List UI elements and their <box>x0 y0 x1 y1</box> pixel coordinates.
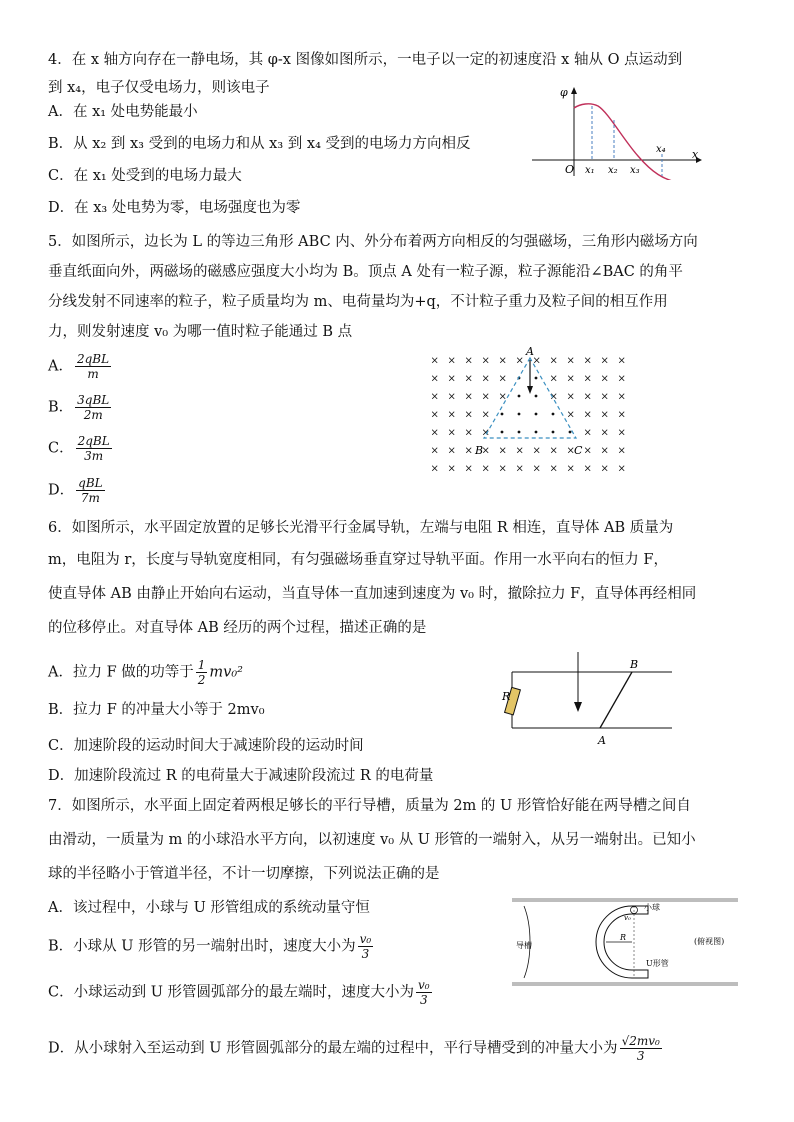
field-cross: × <box>481 409 490 421</box>
q5-option-a: A． $\frac{\text{2qBL}}{m}$ <box>48 352 110 381</box>
field-cross: × <box>549 355 558 367</box>
radius-label: R <box>620 933 627 942</box>
field-dot <box>535 431 538 434</box>
q4-option-b: B．从 x₂ 到 x₃ 受到的电场力和从 x₃ 到 x₄ 受到的电场力方向相反 <box>48 136 471 152</box>
point-b-label: B <box>630 658 639 671</box>
conductor-ab <box>600 672 632 728</box>
q5-stem-line3: 分线发射不同速率的粒子，粒子质量均为 m、电荷量均为+q，不计粒子重力及粒子间的相互作用 <box>48 294 668 310</box>
upper-groove <box>512 898 738 902</box>
q7-stem-line2: 由滑动，一质量为 m 的小球沿水平方向，以初速度 v₀ 从 U 形管的一端射入，从另一端射出。已知小 <box>48 832 696 848</box>
field-cross: × <box>600 355 609 367</box>
field-arrow-icon <box>574 702 582 712</box>
q7-u-tube-top-view <box>508 896 744 992</box>
q4-option-c: C．在 x₁ 处受到的电场力最大 <box>48 168 242 184</box>
q6-option-a: A．拉力 F 做的功等于 $\frac{1}{2}$ mv₀² <box>48 658 243 687</box>
field-cross: × <box>481 355 490 367</box>
x-label: x <box>692 148 699 161</box>
x1-label: x₁ <box>585 165 595 176</box>
field-cross: × <box>617 409 626 421</box>
q6-option-c: C．加速阶段的运动时间大于减速阶段的运动时间 <box>48 738 364 754</box>
field-cross: × <box>583 427 592 439</box>
field-cross: × <box>583 409 592 421</box>
field-dot <box>552 431 555 434</box>
view-label: (俯视图) <box>694 937 725 946</box>
field-cross: × <box>583 355 592 367</box>
field-cross: × <box>617 391 626 403</box>
q4-stem-line2: 到 x₄，电子仅受电场力，则该电子 <box>48 80 270 96</box>
q7-c-fraction: $\frac{\text{v₀}}{3}$ <box>418 978 430 1007</box>
field-cross: × <box>600 409 609 421</box>
ball-label: 小球 <box>644 903 660 912</box>
field-cross: × <box>566 445 575 457</box>
field-dot <box>569 431 572 434</box>
field-cross: × <box>498 445 507 457</box>
field-dot <box>535 395 538 398</box>
field-cross: × <box>566 391 575 403</box>
q4-option-a: A．在 x₁ 处电势能最小 <box>48 104 198 120</box>
q5-stem-line2: 垂直纸面向外，两磁场的磁感应强度大小均为 B。顶点 A 处有一粒子源，粒子源能沿∠BAC 的角平 <box>48 264 683 280</box>
u-tube-label: U形管 <box>646 959 669 968</box>
field-cross: × <box>600 463 609 475</box>
q5-stem-line1: 5．如图所示，边长为 L 的等边三角形 ABC 内、外分布着两方向相反的匀强磁场，三角形内磁场方向 <box>48 234 698 250</box>
field-cross: × <box>430 355 439 367</box>
q5-stem-line4: 力，则发射速度 v₀ 为哪一值时粒子能通过 B 点 <box>48 324 353 340</box>
field-dot <box>518 413 521 416</box>
field-cross: × <box>549 463 558 475</box>
q6-stem-line2: m，电阻为 r，长度与导轨宽度相同，有匀强磁场垂直穿过导轨平面。作用一水平向右的恒力 F， <box>48 552 668 568</box>
q7-option-a: A．该过程中，小球与 U 形管组成的系统动量守恒 <box>48 900 370 916</box>
point-a-label: A <box>598 734 606 747</box>
field-cross: × <box>464 445 473 457</box>
field-cross: × <box>617 355 626 367</box>
field-cross: × <box>532 445 541 457</box>
field-cross: × <box>532 463 541 475</box>
field-cross: × <box>430 409 439 421</box>
field-cross: × <box>600 373 609 385</box>
field-cross: × <box>481 445 490 457</box>
field-cross: × <box>430 445 439 457</box>
field-cross: × <box>464 463 473 475</box>
field-cross: × <box>464 409 473 421</box>
field-cross: × <box>549 373 558 385</box>
field-cross: × <box>549 445 558 457</box>
field-cross: × <box>549 391 558 403</box>
field-cross: × <box>481 373 490 385</box>
q7-stem-line1: 7．如图所示，水平面上固定着两根足够长的平行导槽，质量为 2m 的 U 形管恰好能在两导槽之间自 <box>48 798 691 814</box>
field-cross: × <box>583 445 592 457</box>
origin-label: O <box>565 163 575 176</box>
field-cross: × <box>515 463 524 475</box>
field-cross: × <box>566 355 575 367</box>
field-cross: × <box>464 391 473 403</box>
q5-option-c: C． $\frac{\text{2qBL}}{3m}$ <box>48 434 110 463</box>
field-cross: × <box>447 409 456 421</box>
field-cross: × <box>430 373 439 385</box>
field-cross: × <box>481 463 490 475</box>
field-cross: × <box>498 391 507 403</box>
field-cross: × <box>566 463 575 475</box>
lower-groove <box>512 982 738 986</box>
vertex-b-label: B <box>475 444 484 457</box>
q6-a-fraction: $\frac{1}{2}$ <box>197 658 206 687</box>
field-cross: × <box>430 391 439 403</box>
q7-d-fraction: $\frac{\text{√2mv₀}}{3}$ <box>621 1034 660 1063</box>
field-dot <box>535 377 538 380</box>
field-cross: × <box>447 391 456 403</box>
phi-axis-arrow-icon <box>571 87 577 94</box>
q4-phi-x-graph <box>528 84 704 180</box>
field-cross: × <box>600 445 609 457</box>
field-cross: × <box>566 409 575 421</box>
q7-stem-line3: 球的半径略小于管道半径，不计一切摩擦，下列说法正确的是 <box>48 866 440 882</box>
q4-stem-line1: 4．在 x 轴方向存在一静电场，其 φ-x 图像如图所示，一电子以一定的初速度沿 x 轴从 O 点运动到 <box>48 52 683 68</box>
v0-label: v₀ <box>624 914 631 922</box>
phi-label: φ <box>560 86 568 99</box>
resistor-label: R <box>502 690 511 703</box>
field-dot <box>535 413 538 416</box>
field-cross: × <box>447 463 456 475</box>
field-cross: × <box>566 373 575 385</box>
q5-c-fraction: $\frac{\text{2qBL}}{3m}$ <box>77 434 110 463</box>
field-dot <box>552 413 555 416</box>
vertex-a-label: A <box>526 346 534 358</box>
field-cross: × <box>430 427 439 439</box>
field-cross: × <box>481 391 490 403</box>
q5-option-b: B． $\frac{\text{3qBL}}{2m}$ <box>48 393 110 422</box>
field-dot <box>518 395 521 398</box>
field-cross: × <box>498 373 507 385</box>
field-cross: × <box>583 373 592 385</box>
field-cross: × <box>430 463 439 475</box>
q6-rail-circuit <box>500 648 680 752</box>
q7-option-d: D．从小球射入至运动到 U 形管圆弧部分的最左端的过程中，平行导槽受到的冲量大小为 $\frac{\text{√2mv₀}}{3}$ <box>48 1034 660 1063</box>
field-cross: × <box>600 391 609 403</box>
field-cross: × <box>600 427 609 439</box>
q5-b-fraction: $\frac{\text{3qBL}}{2m}$ <box>77 393 110 422</box>
q5-d-fraction: $\frac{\text{qBL}}{7m}$ <box>78 476 103 505</box>
vertex-c-label: C <box>574 444 583 457</box>
field-cross: × <box>617 445 626 457</box>
field-cross: × <box>447 373 456 385</box>
field-cross: × <box>532 355 541 367</box>
q6-stem-line4: 的位移停止。对直导体 AB 经历的两个过程，描述正确的是 <box>48 620 427 636</box>
field-cross: × <box>464 427 473 439</box>
field-cross: × <box>464 355 473 367</box>
field-dot <box>518 431 521 434</box>
q6-stem-line1: 6．如图所示，水平固定放置的足够长光滑平行金属导轨，左端与电阻 R 相连，直导体 AB 质量为 <box>48 520 674 536</box>
velocity-arrow-icon <box>527 386 533 394</box>
x4-label: x₄ <box>656 144 666 155</box>
groove-label: 导槽 <box>516 941 532 950</box>
field-dot <box>501 431 504 434</box>
q6-stem-line3: 使直导体 AB 由静止开始向右运动，当直导体一直加速到速度为 v₀ 时，撤除拉力 F，直导体再经相同 <box>48 586 697 602</box>
field-cross: × <box>447 355 456 367</box>
field-cross: × <box>617 463 626 475</box>
field-cross: × <box>515 355 524 367</box>
q5-option-d: D． $\frac{\text{qBL}}{7m}$ <box>48 476 103 505</box>
q6-option-b: B．拉力 F 的冲量大小等于 2mv₀ <box>48 702 265 718</box>
field-cross: × <box>583 391 592 403</box>
field-cross: × <box>498 463 507 475</box>
q4-option-d: D．在 x₃ 处电势为零，电场强度也为零 <box>48 200 301 216</box>
field-cross: × <box>498 355 507 367</box>
field-cross: × <box>515 445 524 457</box>
field-marks <box>431 356 626 475</box>
q5-magnetic-field-triangle <box>424 346 638 486</box>
q7-option-b: B．小球从 U 形管的另一端射出时，速度大小为 $\frac{\text{v₀}}{3}$ <box>48 932 372 961</box>
x3-label: x₃ <box>630 165 640 176</box>
q5-a-fraction: $\frac{\text{2qBL}}{m}$ <box>76 352 110 381</box>
q7-b-fraction: $\frac{\text{v₀}}{3}$ <box>359 932 372 961</box>
field-cross: × <box>583 463 592 475</box>
x2-label: x₂ <box>608 165 618 176</box>
field-cross: × <box>481 427 490 439</box>
q6-option-d: D．加速阶段流过 R 的电荷量大于减速阶段流过 R 的电荷量 <box>48 768 434 784</box>
field-cross: × <box>464 373 473 385</box>
field-cross: × <box>617 427 626 439</box>
q7-option-c: C．小球运动到 U 形管圆弧部分的最左端时，速度大小为 $\frac{\text{v₀}}{3}$ <box>48 978 430 1007</box>
field-cross: × <box>447 445 456 457</box>
field-cross: × <box>447 427 456 439</box>
field-cross: × <box>617 373 626 385</box>
field-dot <box>501 413 504 416</box>
